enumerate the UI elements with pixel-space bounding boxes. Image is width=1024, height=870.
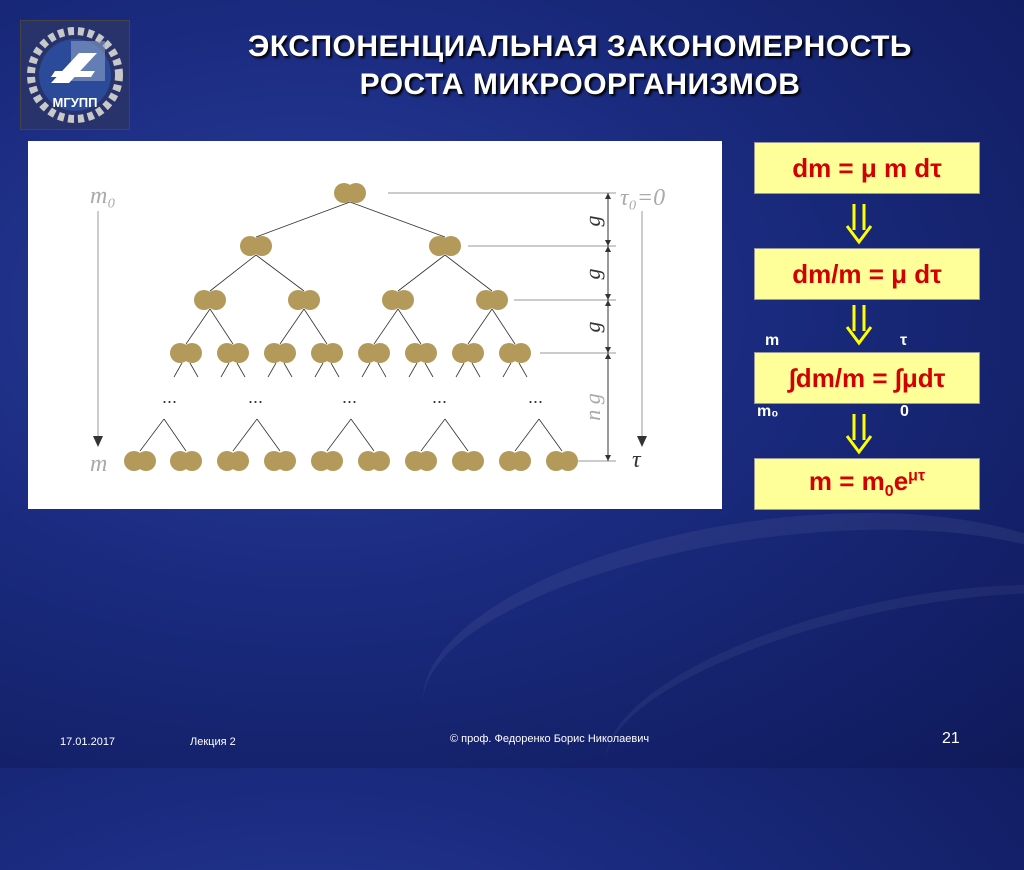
cell-gen-3	[358, 343, 390, 363]
branch-line	[315, 363, 323, 377]
branch-line	[515, 419, 539, 451]
footer-date: 17.01.2017	[60, 736, 116, 748]
branch-line	[378, 363, 386, 377]
formula-4-base: m = m	[808, 466, 885, 497]
logo-text: МГУПП	[52, 95, 98, 110]
cell-division-diagram	[28, 141, 722, 509]
cell-gen-n	[217, 451, 249, 471]
branch-line	[519, 363, 527, 377]
cell-gen-n	[264, 451, 296, 471]
integral-upper-limit-tau: τ	[900, 332, 908, 349]
mass-axis-arrowhead	[93, 436, 103, 447]
cell-gen-3	[311, 343, 343, 363]
ellipsis-2: ...	[248, 387, 264, 407]
g-label-2: g	[580, 268, 605, 280]
time-axis-arrowhead	[637, 436, 647, 447]
cell-gen-n	[124, 451, 156, 471]
branch-line	[350, 202, 445, 237]
cell-gen-3	[217, 343, 249, 363]
cell-gen-n	[311, 451, 343, 471]
formula-2	[754, 248, 980, 300]
branch-line	[362, 363, 370, 377]
cell-gen-3	[452, 343, 484, 363]
branch-line	[468, 309, 492, 344]
double-arrow-down-icon	[844, 202, 874, 246]
branch-line	[186, 309, 210, 344]
cell-gen-2	[476, 290, 508, 310]
branch-line	[327, 419, 351, 451]
ellipsis-5: ...	[528, 387, 544, 407]
branch-line	[268, 363, 276, 377]
integral-lower-limit-m0: m₀	[757, 403, 779, 420]
m0-label: m₀	[90, 183, 116, 209]
tau-label: τ	[632, 447, 641, 473]
ellipsis-3: ...	[342, 387, 358, 407]
slide-number: 21	[942, 730, 960, 747]
cell-gen-n	[405, 451, 437, 471]
formula-4-e: e	[893, 466, 909, 497]
m-label: m	[90, 451, 108, 477]
branch-line	[503, 363, 511, 377]
tau0-label: τ₀=0	[620, 185, 666, 211]
branch-line	[374, 309, 398, 344]
footer-lecture: Лекция 2	[190, 736, 236, 748]
cell-gen-2	[288, 290, 320, 310]
cell-gen-3	[499, 343, 531, 363]
cell-gen-2	[382, 290, 414, 310]
branch-line	[140, 419, 164, 451]
formula-4-text	[809, 466, 925, 501]
branch-line	[237, 363, 245, 377]
branch-line	[472, 363, 480, 377]
title-line-2: РОСТА МИКРООРГАНИЗМОВ	[359, 68, 801, 101]
branch-line	[190, 363, 198, 377]
branch-line	[174, 363, 182, 377]
branch-line	[492, 309, 515, 344]
formula-4-subscript: 0	[884, 483, 894, 501]
formula-1	[754, 142, 980, 194]
branch-line	[351, 419, 374, 451]
branch-line	[304, 309, 327, 344]
ellipsis-1: ...	[162, 387, 178, 407]
formula-4-exponent: μτ	[908, 467, 926, 485]
branch-line	[331, 363, 339, 377]
branch-line	[409, 363, 417, 377]
double-arrow-down-icon	[844, 412, 874, 456]
branch-line	[210, 309, 233, 344]
formula-3	[754, 352, 980, 404]
cell-gen-n	[452, 451, 484, 471]
university-logo	[20, 20, 130, 130]
integral-lower-limit-0: 0	[900, 403, 909, 420]
tree-branches	[140, 202, 562, 451]
branch-line	[398, 309, 421, 344]
branch-line	[233, 419, 257, 451]
cell-gen-2	[194, 290, 226, 310]
ellipsis-4: ...	[432, 387, 448, 407]
cell-gen-3	[170, 343, 202, 363]
cell-gen-n	[358, 451, 390, 471]
formula-3-text: ∫dm/m = ∫μdτ	[788, 362, 946, 393]
branch-line	[257, 419, 280, 451]
branch-line	[164, 419, 186, 451]
branch-line	[445, 419, 468, 451]
branch-line	[398, 255, 445, 291]
branch-line	[425, 363, 433, 377]
cells	[124, 183, 578, 471]
branch-line	[539, 419, 562, 451]
g-label-1: g	[580, 215, 605, 227]
cell-gen-n	[170, 451, 202, 471]
formula-2-text: dm/m = μ dτ	[792, 258, 942, 289]
g-label-3: g	[580, 321, 605, 333]
cell-gen-n	[499, 451, 531, 471]
branch-line	[280, 309, 304, 344]
title-line-1: ЭКСПОНЕНЦИАЛЬНАЯ ЗАКОНОМЕРНОСТЬ	[248, 30, 912, 63]
cell-gen-1	[240, 236, 272, 256]
cell-gen-1	[429, 236, 461, 256]
double-arrow-down-icon	[844, 303, 874, 347]
ng-label: n g	[580, 393, 605, 421]
branch-line	[221, 363, 229, 377]
branch-line	[421, 419, 445, 451]
branch-line	[284, 363, 292, 377]
cell-gen-n	[546, 451, 578, 471]
cell-gen-3	[264, 343, 296, 363]
branch-line	[256, 202, 350, 237]
formula-4	[754, 458, 980, 510]
cell-gen-0	[334, 183, 366, 203]
branch-line	[256, 255, 304, 291]
branch-line	[445, 255, 492, 291]
cell-gen-3	[405, 343, 437, 363]
branch-line	[210, 255, 256, 291]
integral-upper-limit-m: m	[765, 332, 780, 349]
branch-line	[456, 363, 464, 377]
formula-1-text: dm = μ m dτ	[792, 152, 942, 183]
slide-title	[150, 28, 1010, 104]
footer-author: © проф. Федоренко Борис Николаевич	[450, 733, 650, 745]
